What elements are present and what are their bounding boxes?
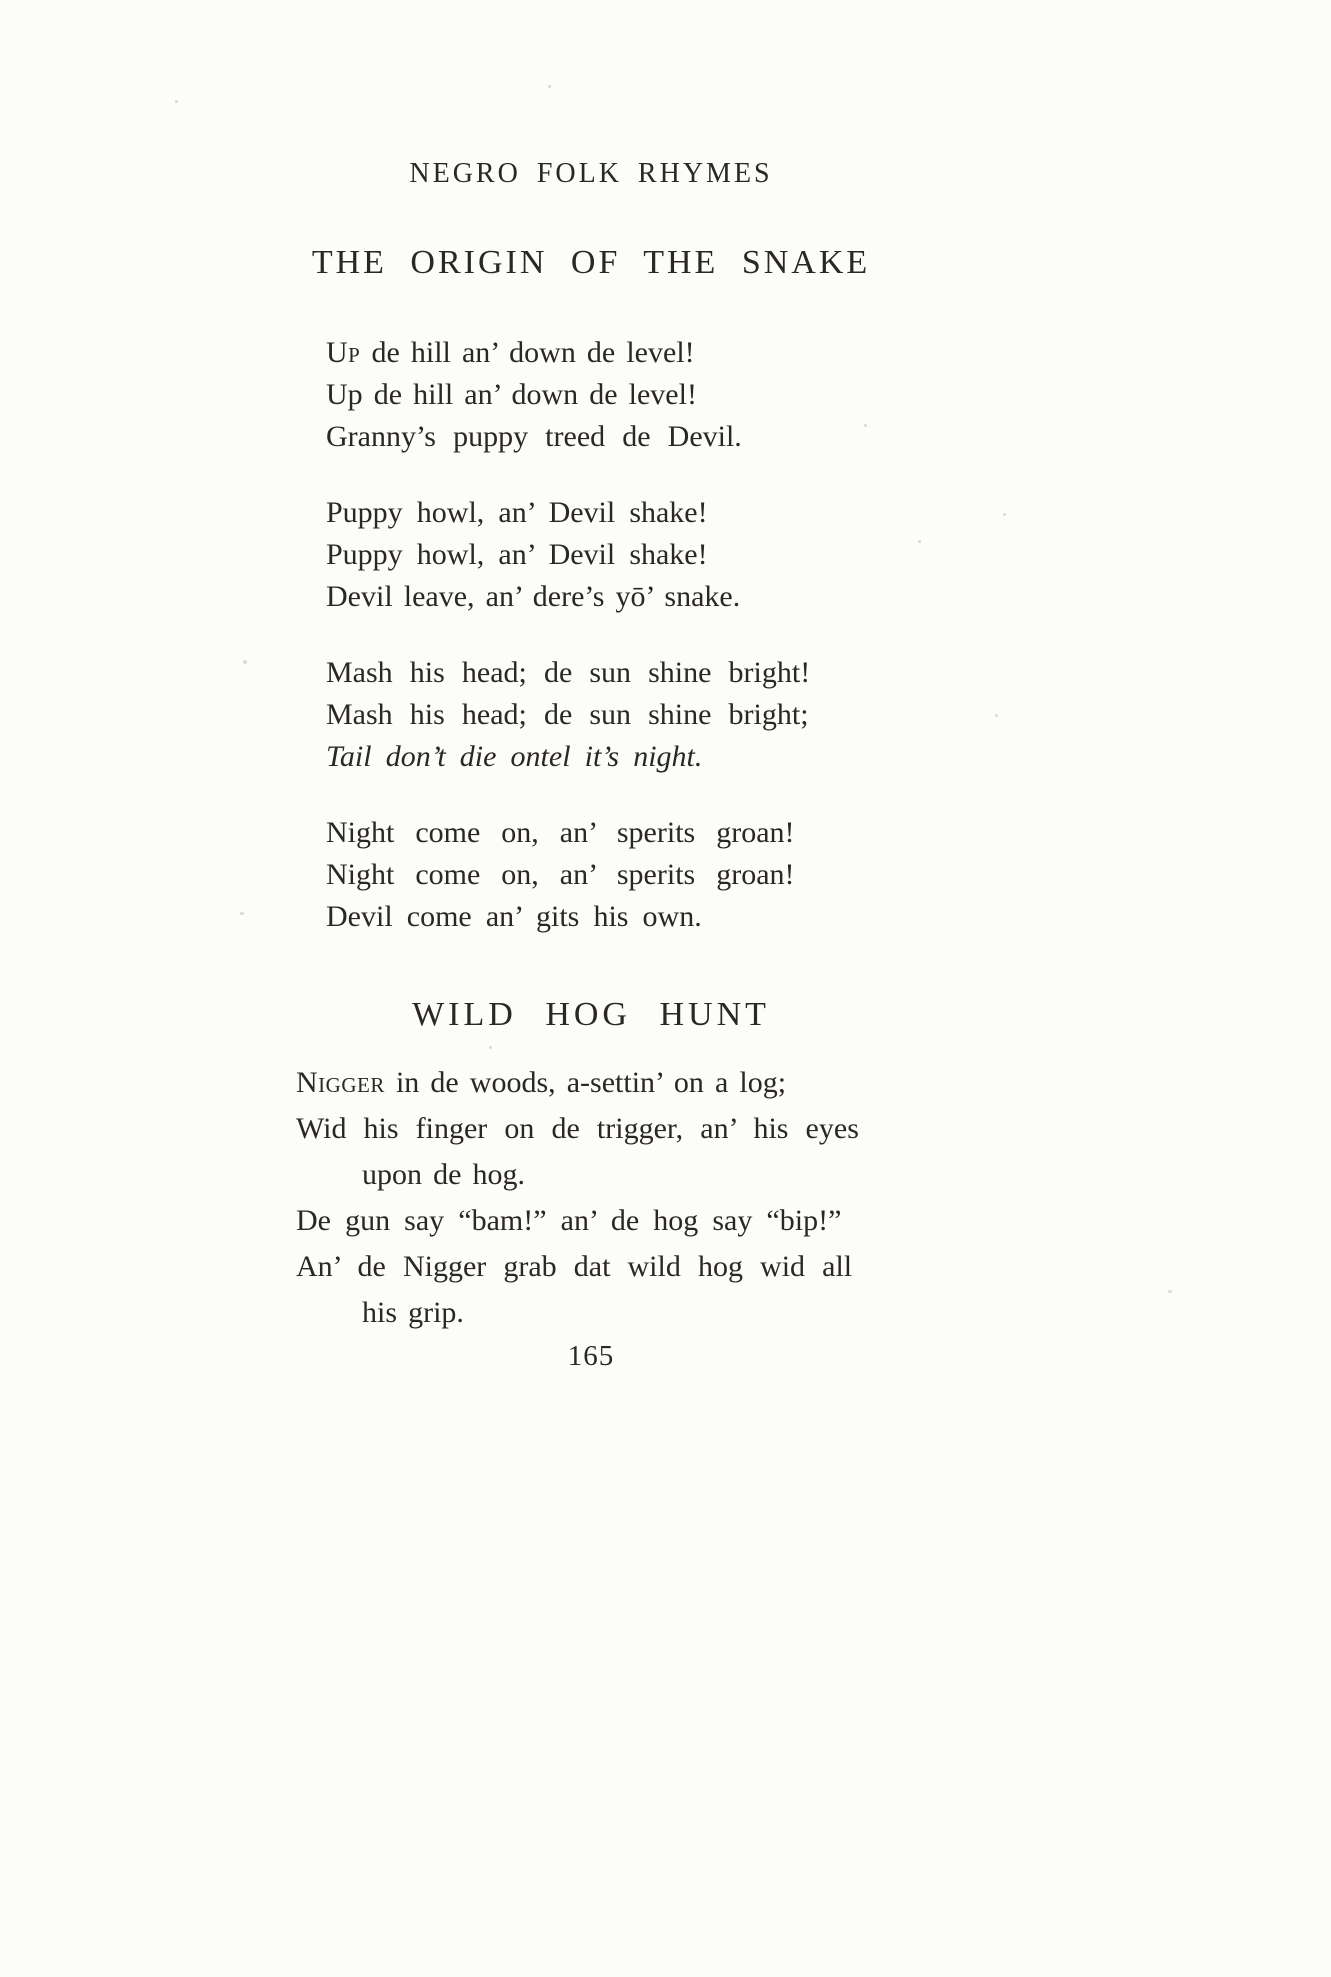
- poem-line: [296, 1060, 886, 1106]
- poem-line: Mash his head; de sun shine bright;: [326, 698, 809, 731]
- scan-speck: [864, 424, 867, 427]
- poem-line: De gun say “bam!” an’ de hog say “bip!”: [296, 1204, 842, 1237]
- poem-line: Devil come an’ gits his own.: [326, 900, 702, 933]
- stanza-3: [326, 652, 886, 778]
- lead-word: Nigger: [296, 1066, 385, 1099]
- poem-title-wild-hog-hunt: WILD HOG HUNT: [412, 996, 770, 1033]
- poem-line: Granny’s puppy treed de Devil.: [326, 420, 742, 453]
- page-number: 165: [567, 1340, 615, 1372]
- scan-speck: [918, 540, 921, 543]
- poem-line: Up de hill an’ down de level!: [326, 378, 697, 411]
- scan-speck: [548, 85, 551, 88]
- poem-wild-hog-hunt: [296, 1060, 886, 1336]
- line-text: in de woods, a-settin’ on a log;: [395, 1066, 787, 1099]
- running-header: NEGRO FOLK RHYMES: [409, 158, 773, 189]
- line-text: de hill an’ down de level!: [371, 336, 695, 369]
- page-content-column: [296, 0, 886, 1373]
- poem-title-origin-of-the-snake: THE ORIGIN OF THE SNAKE: [311, 244, 871, 281]
- lead-word: Up: [326, 336, 361, 369]
- poem-line: Devil leave, an’ dere’s yō’ snake.: [326, 580, 741, 613]
- poem-line: Puppy howl, an’ Devil shake!: [326, 538, 708, 571]
- scan-speck: [1003, 513, 1006, 516]
- poem-line: Puppy howl, an’ Devil shake!: [326, 496, 708, 529]
- poem-origin-of-the-snake: [326, 332, 886, 938]
- scan-speck: [995, 714, 998, 717]
- poem-line: Night come on, an’ sperits groan!: [326, 858, 795, 891]
- scan-speck: [243, 660, 247, 664]
- stanza-4: [326, 812, 886, 938]
- poem-line-continuation: his grip.: [362, 1296, 464, 1329]
- scan-speck: [489, 1046, 492, 1049]
- poem-line: Wid his finger on de trigger, an’ his eyes: [296, 1112, 859, 1145]
- poem-line: An’ de Nigger grab dat wild hog wid all: [296, 1250, 853, 1283]
- stanza-1: [326, 332, 886, 458]
- poem-line: Tail don’t die ontel it’s night.: [326, 740, 703, 773]
- poem-line: [326, 332, 886, 374]
- scan-speck: [240, 912, 244, 915]
- stanza-2: [326, 492, 886, 618]
- poem-line-continuation: upon de hog.: [362, 1158, 526, 1191]
- scan-speck: [1168, 1290, 1172, 1293]
- poem-line: Mash his head; de sun shine bright!: [326, 656, 811, 689]
- poem-line: Night come on, an’ sperits groan!: [326, 816, 795, 849]
- scan-speck: [175, 100, 178, 103]
